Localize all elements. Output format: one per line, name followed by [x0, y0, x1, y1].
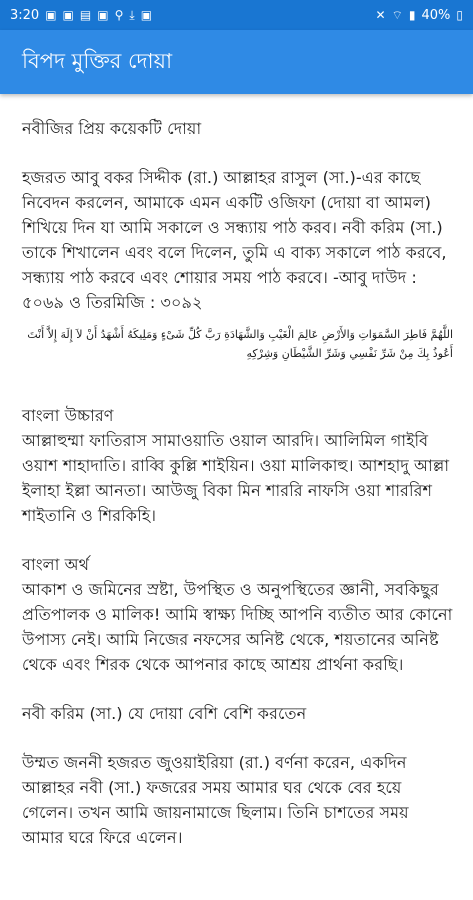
- pronunciation-text: আল্লাহুম্মা ফাতিরাস সামাওয়াতি ওয়াল আরদি। আলিমিল গাইবি ওয়াশ শাহাদাতি। রাব্বি কুল্লি শাইয়িন। ওয়া মালিকাহু। আশহাদু আল্লা ইলাহা ইল্লা আনতা। আউজু বিকা মিন শাররি নাফসি ওয়া শাররিশ শাইতানি ও শিরকিহি।: [22, 431, 450, 525]
- section2-title: নবী করিম (সা.) যে দোয়া বেশি বেশি করতেন: [22, 704, 307, 723]
- app-title: বিপদ মুক্তির দোয়া: [22, 48, 173, 73]
- card-icon: ▤: [79, 8, 92, 22]
- image-icon: ▣: [62, 8, 74, 22]
- download-icon: ⤓: [129, 8, 135, 22]
- pronunciation-title: বাংলা উচ্চারণ: [22, 406, 114, 425]
- section2-body: উম্মত জননী হজরত জুওয়াইরিয়া (রা.) বর্ণনা করেন, একদিন আল্লাহর নবী (সা.) ফজরের সময় আমার ঘর থেকে বের হয়ে গেলেন। তখন আমি জায়নামাজে ছিলাম। তিনি চাশতের সময় আমার ঘরে ফিরে এলেন।: [22, 753, 409, 847]
- intro-paragraph: হজরত আবু বকর সিদ্দীক (রা.) আল্লাহর রাসুল (সা.)-এর কাছে নিবেদন করলেন, আমাকে এমন একটি ওজিফা (দোয়া বা আমল) শিখিয়ে দিন যা আমি সকালে ও সন্ধ্যায় পাঠ করব। নবী করিম (সা.) তাকে শিখালেন এবং বলে দিলেন, তুমি এ বাক্য সকালে পাঠ করবে, সন্ধ্যায় পাঠ করবে এবং শোয়ার সময় পাঠ করবে। -আবু দাউদ : ৫০৬৯ ও তিরমিজি : ৩০৯২: [22, 168, 447, 312]
- signal-icon: ▮: [408, 8, 416, 22]
- meaning-text: আকাশ ও জমিনের স্রষ্টা, উপস্থিত ও অনুপস্থিতের জ্ঞানী, সবকিছুর প্রতিপালক ও মালিক! আমি স্বাক্ষ্য দিচ্ছি আপনি ব্যতীত আর কোনো উপাস্য নেই। আমি নিজের নফসের অনিষ্ট থেকে, শয়তানের অনিষ্ট থেকে এবং শিরক থেকে আপনার কাছে আশ্রয় প্রার্থনা করছি।: [22, 580, 453, 674]
- status-time: 3:20: [10, 7, 40, 23]
- meaning-title: বাংলা অর্থ: [22, 555, 90, 574]
- app-bar: [0, 30, 473, 94]
- status-left: [10, 8, 152, 23]
- mute-icon: ✕: [375, 8, 386, 22]
- image-icon: ▣: [45, 8, 57, 22]
- arabic-dua: اللَّهُمَّ فَاطِرَ السَّمَوَاتِ وَالأَرْضِ عَالِمَ الْغَيْبِ وَالشَّهَادَةِ رَبَّ كُلِّ شَىْءٍ وَمَلِيكَهُ أَشْهَدُ أَنْ لاَ إِلَهَ إِلاَّ أَنْتَ أَعُوذُ بِكَ مِنْ شَرِّ نَفْسِي وَشَرِّ الشَّيْطَانِ وَشِرْكِهِ: [27, 328, 453, 360]
- wifi-icon: ⌔: [391, 8, 403, 22]
- status-bar: [0, 0, 473, 30]
- article-content[interactable]: [0, 94, 473, 900]
- usb-icon: ⚲: [114, 8, 124, 22]
- battery-percent: 40%: [421, 7, 451, 23]
- article-heading: নবীজির প্রিয় কয়েকটি দোয়া: [22, 119, 202, 138]
- image-icon: ▣: [140, 8, 153, 22]
- battery-icon: ▯: [456, 8, 463, 22]
- image-icon: ▣: [97, 8, 109, 22]
- status-right: [376, 8, 463, 23]
